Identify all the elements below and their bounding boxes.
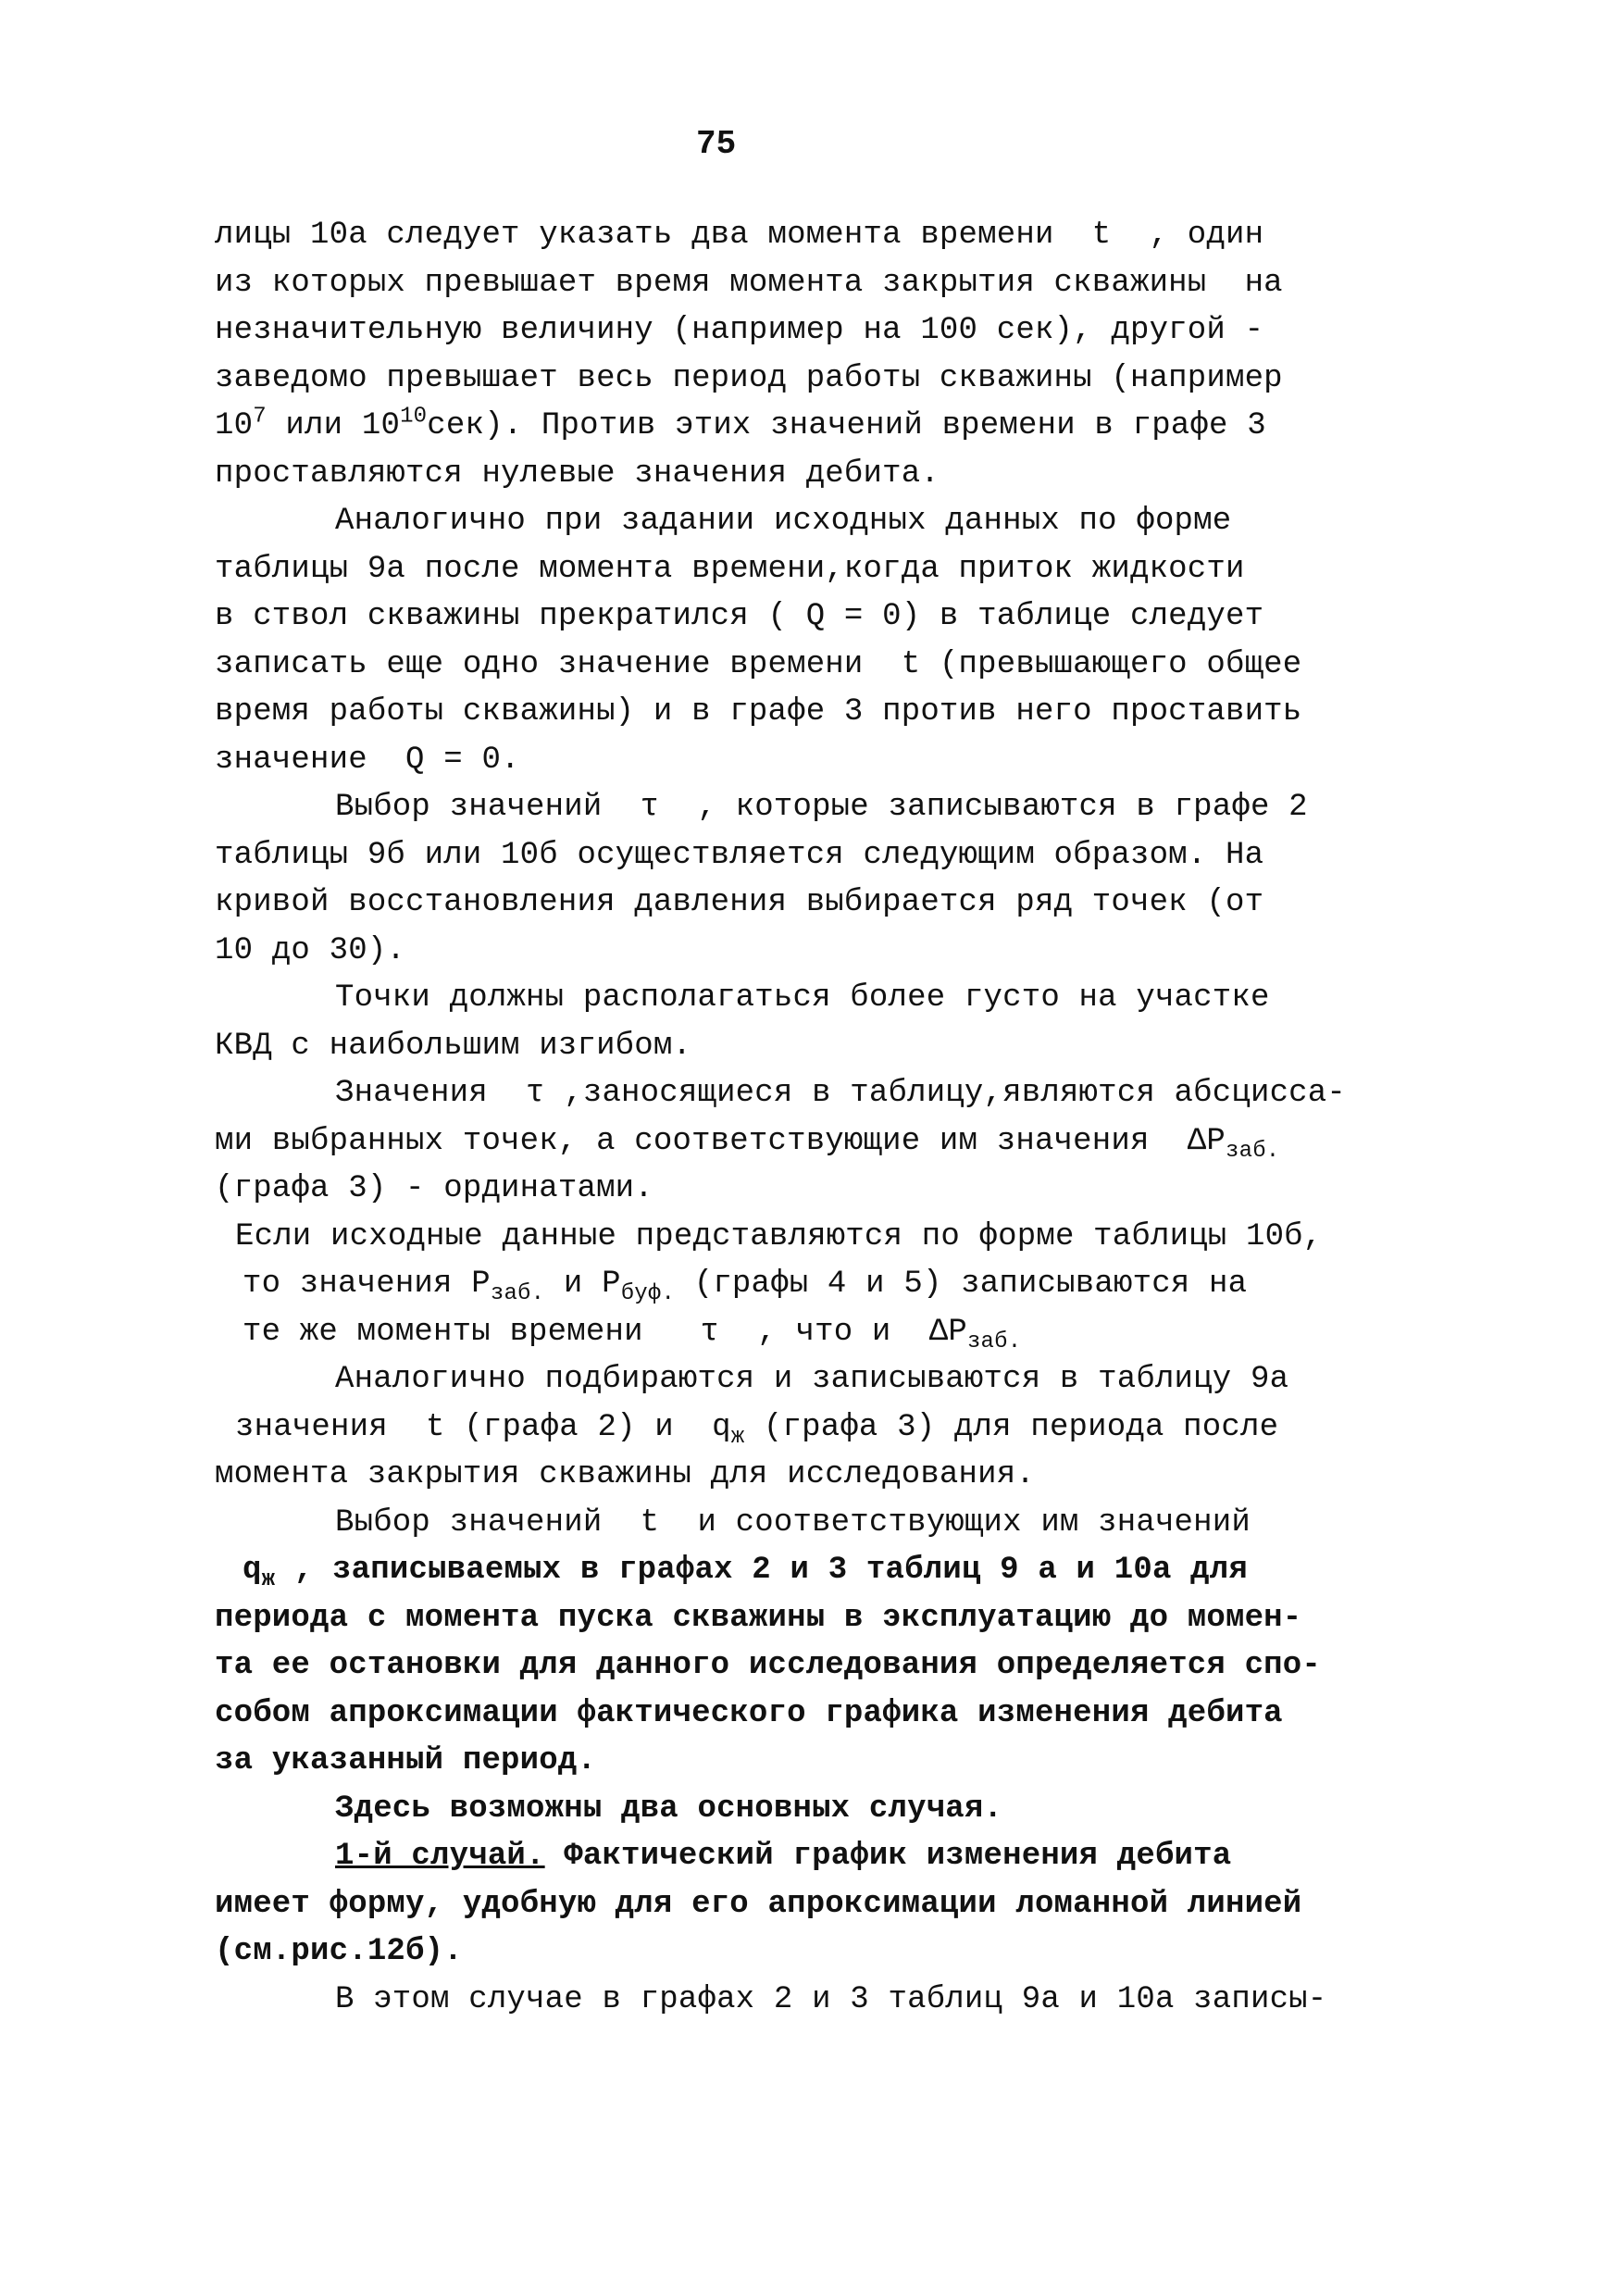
subscript: заб. [1225, 1138, 1280, 1164]
text-line: Значения τ ,заносящиеся в таблицу,являются абсцисса- [335, 1076, 1346, 1111]
text-fragment: то значения P [243, 1267, 491, 1302]
text-fragment: (графа 3) для периода после [744, 1409, 1279, 1445]
subscript: ж [261, 1566, 276, 1592]
text-line: периода с момента пуска скважины в эксплуатацию до момен- [215, 1600, 1302, 1636]
text-fragment: , записываемых в графах 2 и 3 таблиц 9 а и 10а для [275, 1553, 1248, 1588]
text-line: Здесь возможны два основных случая. [335, 1791, 1003, 1827]
text-line: лицы 10а следует указать два момента времени t , один [215, 218, 1264, 253]
text-line: Точки должны располагаться более густо на участке [335, 980, 1270, 1016]
text-line: проставляются нулевые значения дебита. [215, 455, 940, 492]
text-fragment: и P [544, 1267, 621, 1302]
text-line: В этом случае в графах 2 и 3 таблиц 9а и 10а записы- [335, 1981, 1327, 2017]
text-line: Выбор значений τ , которые записываются в графе 2 [335, 790, 1308, 825]
subscript: буф. [620, 1280, 676, 1306]
page-number: 75 [696, 125, 737, 163]
text-line: Если исходные данные представляются по форме таблицы 10б, [235, 1218, 1323, 1254]
case-heading: 1-й случай. [335, 1839, 545, 1874]
text-fragment: (графы 4 и 5) записываются на [675, 1267, 1248, 1302]
text-line: заведомо превышает весь период работы скважины (например [215, 360, 1283, 396]
text-fragment: Фактический график изменения дебита [544, 1839, 1232, 1874]
text-line: КВД с наибольшим изгибом. [215, 1028, 692, 1064]
text-line: кривой восстановления давления выбирается ряд точек (от [215, 885, 1264, 920]
text-fragment: те же моменты времени τ , что и ΔP [243, 1314, 967, 1350]
text-line [215, 1117, 1418, 1166]
text-line: записать еще одно значение времени t (превышающего общее [215, 646, 1302, 682]
text-line: (см.рис.12б). [215, 1934, 463, 1969]
subscript: заб. [490, 1280, 545, 1306]
text-line [215, 1404, 1418, 1452]
text-fragment: значения t (графа 2) и q [235, 1409, 731, 1445]
text-fragment: 10 [215, 408, 254, 443]
text-line: время работы скважины) и в графе 3 против него проставить [215, 694, 1302, 730]
text-line: значение Q = 0. [215, 742, 520, 778]
text-line [215, 1546, 1418, 1594]
text-fragment: q [243, 1553, 262, 1588]
text-line: незначительную величину (например на 100 сек), другой - [215, 313, 1264, 348]
superscript: 10 [400, 404, 428, 430]
text-line [215, 1308, 1418, 1356]
subscript: ж [730, 1424, 745, 1450]
text-line: из которых превышает время момента закрытия скважины на [215, 265, 1283, 301]
subscript: заб. [966, 1329, 1022, 1354]
text-fragment: ми выбранных точек, а соответствующие им значения ΔP [215, 1123, 1226, 1159]
text-line: Аналогично при задании исходных данных по форме [335, 504, 1232, 539]
text-line [215, 1260, 1418, 1308]
text-line: (графа 3) - ординатами. [215, 1171, 653, 1206]
text-line: момента закрытия скважины для исследования. [215, 1457, 1035, 1492]
text-line: таблицы 9а после момента времени,когда приток жидкости [215, 551, 1245, 587]
text-line: 10 до 30). [215, 932, 406, 968]
text-line: таблицы 9б или 10б осуществляется следующим образом. На [215, 837, 1264, 873]
text-line: за указанный период. [215, 1743, 597, 1778]
text-fragment: или 10 [266, 408, 401, 443]
text-line [215, 402, 1418, 450]
text-line: имеет форму, удобную для его апроксимации ломанной линией [215, 1886, 1302, 1922]
text-line [215, 1832, 1418, 1880]
superscript: 7 [253, 404, 267, 430]
text-line: та ее остановки для данного исследования определяется спо- [215, 1648, 1321, 1683]
text-line: Выбор значений t и соответствующих им значений [335, 1504, 1251, 1541]
text-line: в ствол скважины прекратился ( Q = 0) в таблице следует [215, 599, 1264, 634]
body-text [215, 211, 1418, 2023]
text-fragment: сек). Против этих значений времени в графе 3 [427, 408, 1266, 443]
text-line: Аналогично подбираются и записываются в таблицу 9а [335, 1362, 1289, 1397]
text-line: собом апроксимации фактического графика изменения дебита [215, 1695, 1283, 1731]
